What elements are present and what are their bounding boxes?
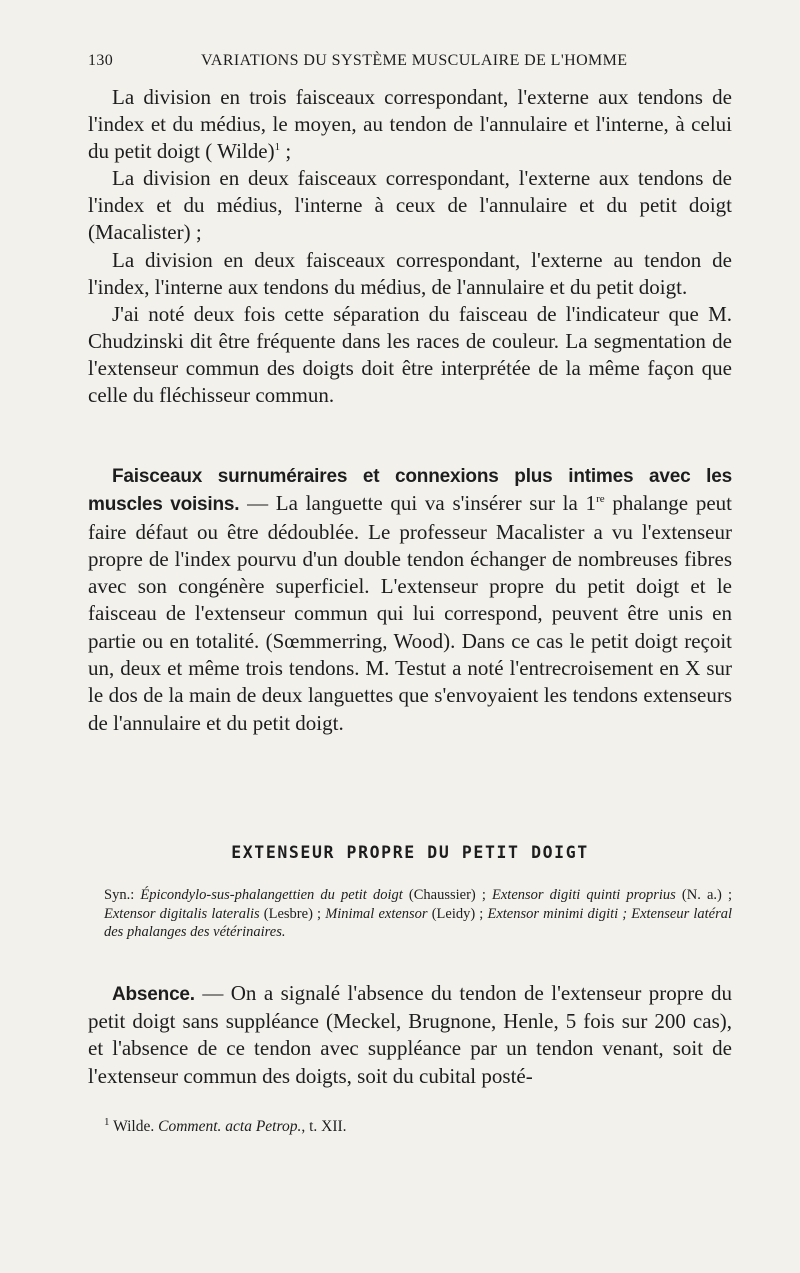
syn-term: Épicondylo-sus-phalangettien du petit doigt <box>140 887 403 903</box>
running-header <box>88 52 732 74</box>
section-text: — La languette qui va s'insérer sur la 1 <box>239 491 597 516</box>
synonyms-block <box>104 886 732 942</box>
footnote-ref-text: , t. XII. <box>301 1118 347 1135</box>
opening-paragraphs <box>88 84 732 409</box>
syn-term: Extensor digitalis lateralis <box>104 905 260 922</box>
running-title: VARIATIONS DU SYSTÈME MUSCULAIRE DE L'HOMME <box>201 52 628 69</box>
syn-label: Syn.: <box>104 887 141 903</box>
absence-lead: Absence. <box>112 984 195 1005</box>
paragraph-wilde <box>88 84 732 165</box>
section-faisceaux <box>88 462 732 737</box>
ordinal-sup: re <box>596 493 605 506</box>
syn-source: (N. a.) ; <box>675 887 733 903</box>
section-heading: EXTENSEUR PROPRE DU PETIT DOIGT <box>231 843 589 862</box>
syn-source: (Chaussier) ; <box>402 887 493 903</box>
page-number: 130 <box>88 52 114 69</box>
syn-source: (Leidy) ; <box>427 905 488 922</box>
paragraph-faisceaux <box>88 462 732 737</box>
paragraph-macalister: La division en deux faisceaux correspondant, l'externe aux tendons de l'index et du médius, l'interne à ceux de l'annulaire et du petit doigt (Macalister) ; <box>88 166 732 245</box>
section-absence <box>88 980 732 1090</box>
footnote-work: Comment. acta Petrop. <box>158 1118 302 1135</box>
paragraph-text-end: ; <box>280 139 292 164</box>
section-lead: Faisceaux surnuméraires et connexions plus intimes avec les muscles voisins. <box>88 466 732 516</box>
footnote-author: Wilde. <box>109 1118 159 1135</box>
footnote-ref: 1 <box>274 141 281 154</box>
paragraph-text: La division en trois faisceaux correspondant, l'externe aux tendons de l'index et du médius, le moyen, au tendon de l'annulaire et l'interne, à celui du petit doigt ( Wilde) <box>88 85 732 164</box>
syn-term: Extensor minimi digiti ; Extenseur latéral des phalanges des vétérinaires. <box>104 905 732 940</box>
footnote <box>104 1115 732 1136</box>
syn-term: Minimal extensor <box>325 905 428 922</box>
footnote-mark: 1 <box>104 1115 110 1128</box>
paragraph-absence <box>88 980 732 1090</box>
syn-source: (Lesbre) ; <box>259 905 326 922</box>
paragraph-chudzinski: J'ai noté deux fois cette séparation du faisceau de l'indicateur que M. Chudzinski dit être fréquente dans les races de couleur. La segmentation de l'extenseur commun des doigts doit être interprétée de la même façon que celle du fléchisseur commun. <box>88 301 732 408</box>
paragraph-index: La division en deux faisceaux correspondant, l'externe au tendon de l'index, l'interne aux tendons du médius, de l'annulaire et du petit doigt. <box>88 247 732 299</box>
absence-text: — On a signalé l'absence du tendon de l'extenseur propre du petit doigt sans suppléance (Meckel, Brugnone, Henle, 5 fois sur 200 cas), et l'absence de ce tendon avec suppléance par un tendon venant, soit de l'extenseur commun des doigts, soit du cubital posté- <box>88 981 732 1088</box>
section-text-cont: phalange peut faire défaut ou être dédoublée. Le professeur Macalister a vu l'extenseur propre de l'index pourvu d'un double tendon échanger de nombreuses fibres avec son congénère superficiel. L'extenseur propre du petit doigt et le faisceau de l'extenseur commun qui lui correspond, peuvent être unis en partie ou en totalité. (Sœmmerring, Wood). Dans ce cas le petit doigt reçoit un, deux et même trois tendons. M. Testut a noté l'entrecroisement en X sur le dos de la main de deux languettes que s'envoyaient les tendons extenseurs de l'annulaire et du petit doigt. <box>88 491 733 735</box>
syn-term: Extensor digiti quinti proprius <box>492 887 676 903</box>
